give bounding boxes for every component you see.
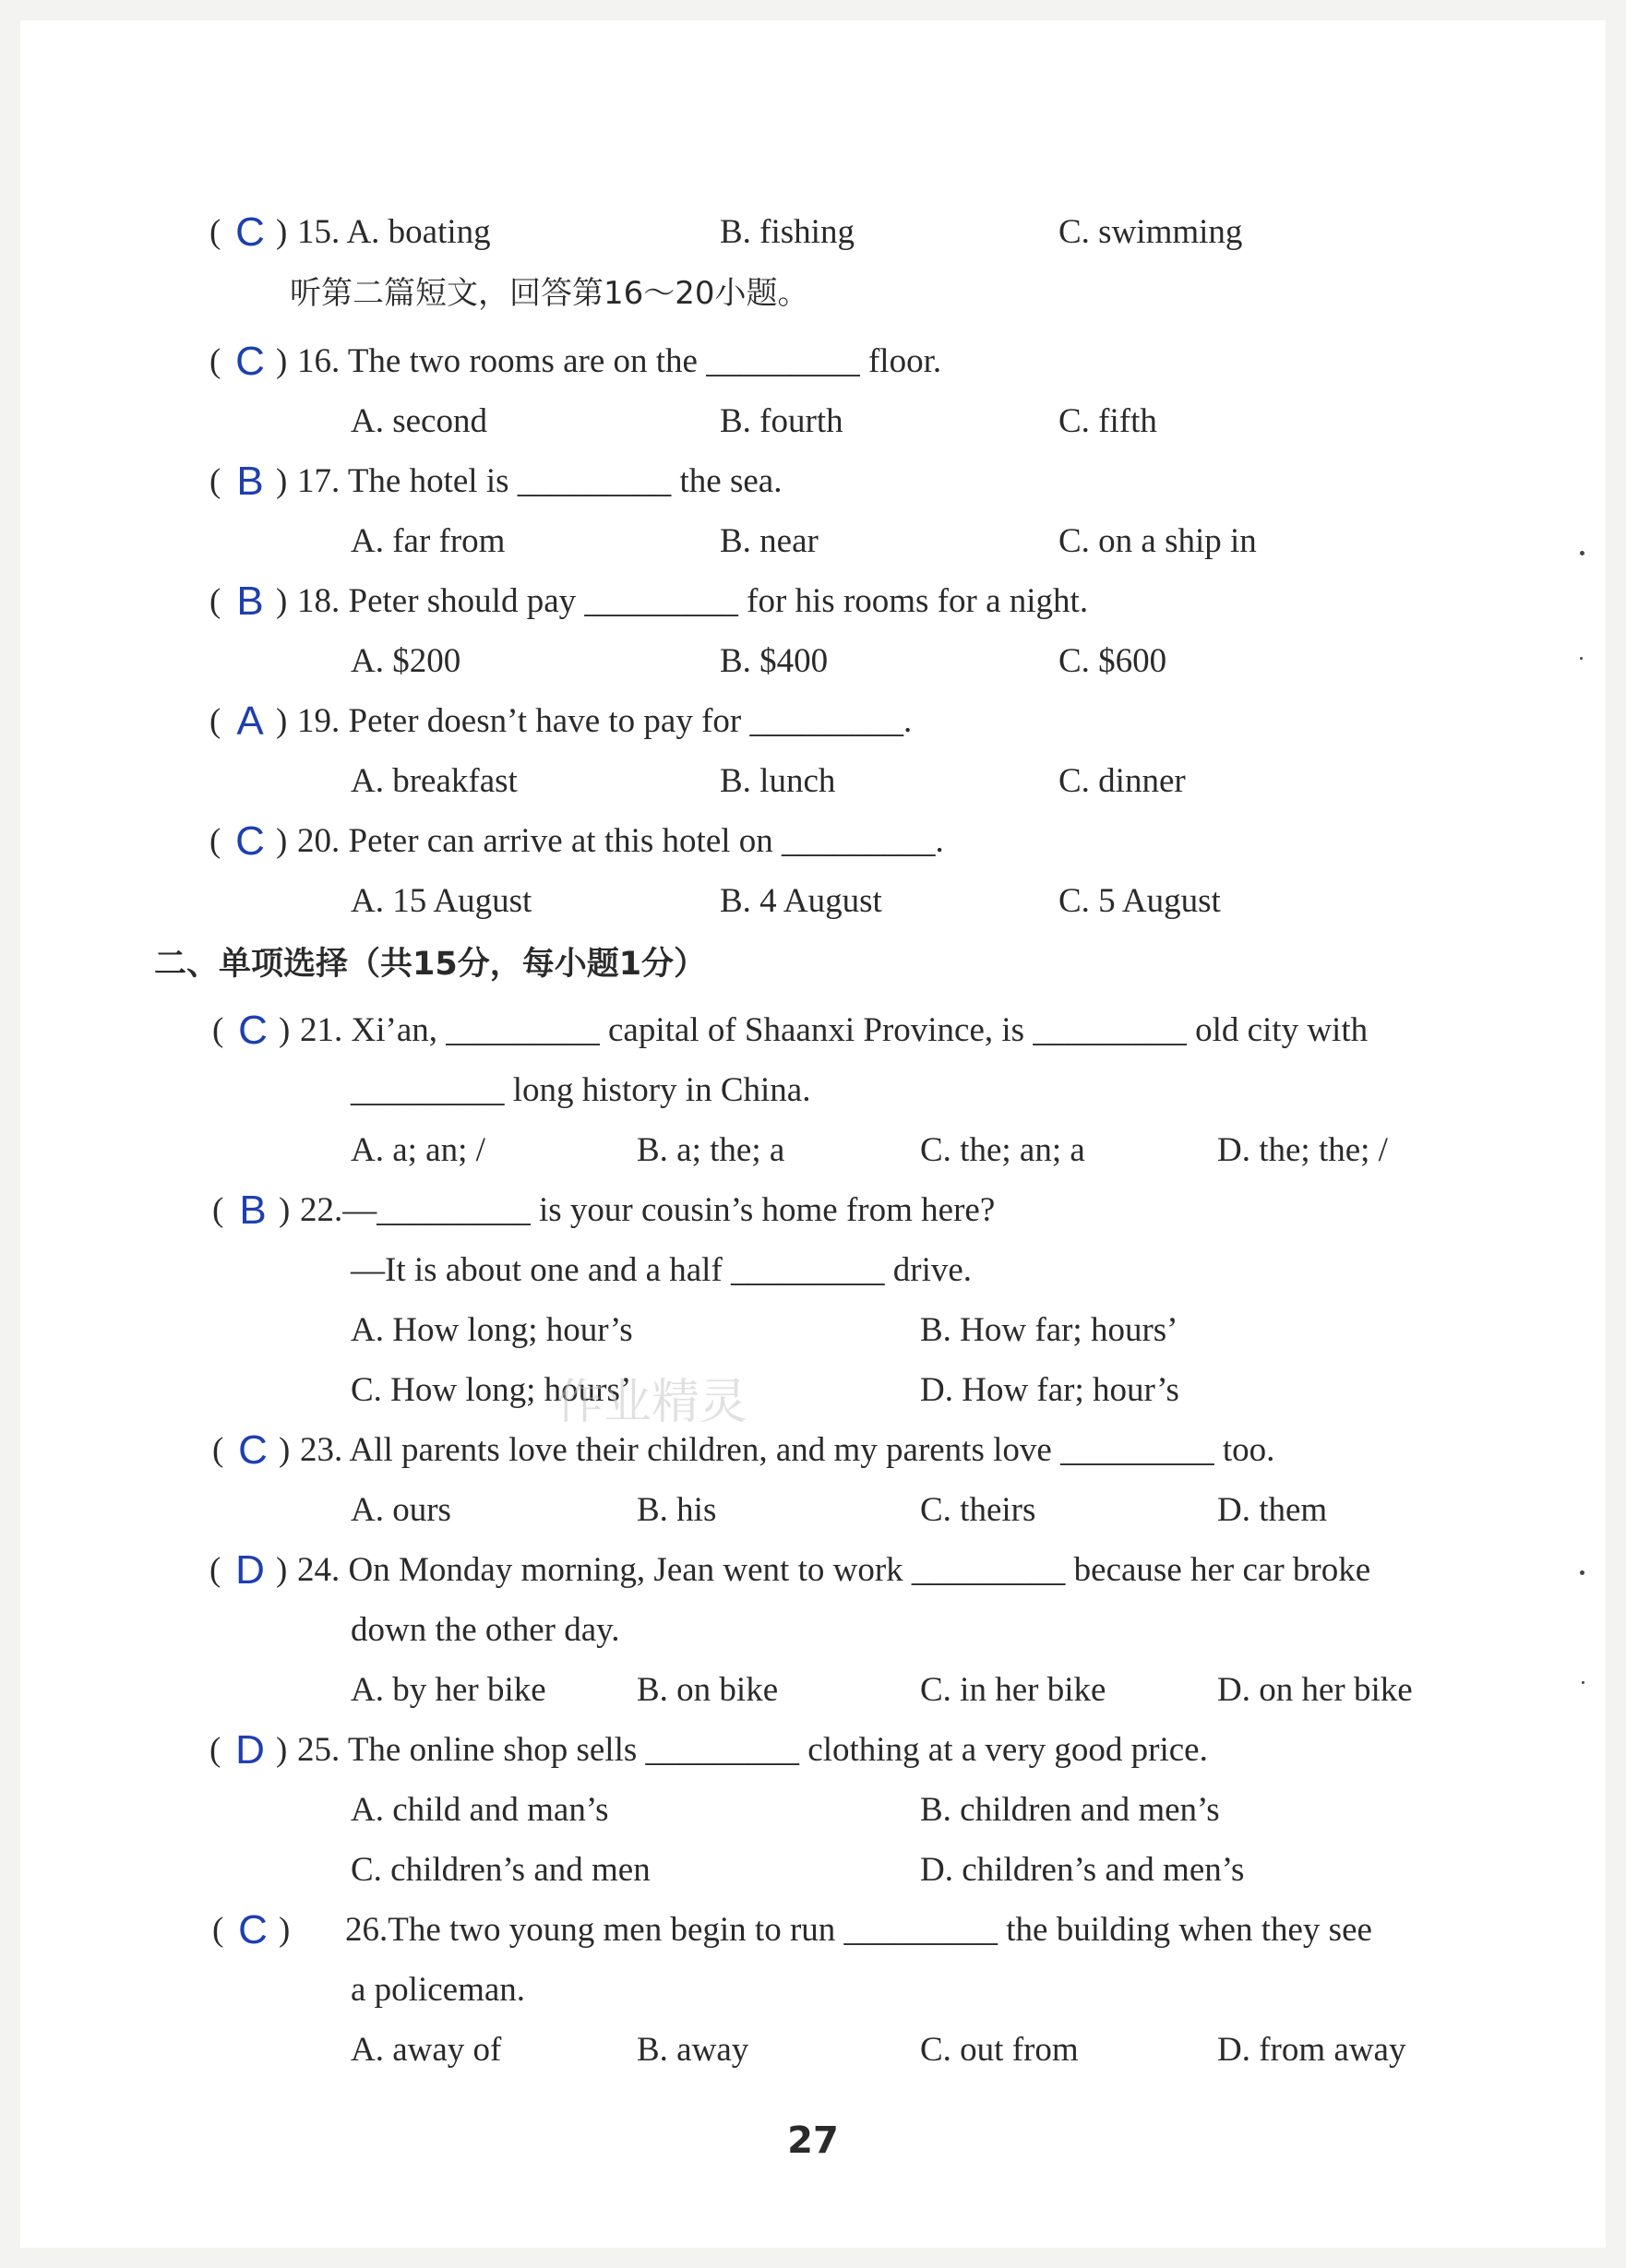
answer-15: C <box>235 209 265 255</box>
option-c: C. theirs <box>920 1491 1036 1529</box>
answer-20: C <box>235 818 265 864</box>
question-15-stem: 15. A. boating <box>297 213 491 251</box>
answer-25: D <box>235 1727 265 1773</box>
question-19-stem: 19. Peter doesn’t have to pay for _________. <box>297 702 913 740</box>
option-d: D. the; the; / <box>1217 1131 1388 1169</box>
option-c: C. $600 <box>1058 642 1167 680</box>
scan-speck <box>1580 1570 1584 1575</box>
option-c: C. in her bike <box>920 1671 1106 1709</box>
option-a: A. far from <box>351 522 506 560</box>
option-b: B. 4 August <box>720 882 882 920</box>
option-b: B. $400 <box>720 642 829 680</box>
answer-22: B <box>239 1188 267 1233</box>
option-b: B. near <box>720 522 819 560</box>
question-16-stem: 16. The two rooms are on the _________ floor. <box>297 342 942 380</box>
question-17-stem: 17. The hotel is _________ the sea. <box>297 462 783 500</box>
option-c: C. children’s and men <box>351 1851 651 1889</box>
question-23-stem: 23. All parents love their children, and my parents love _________ too. <box>300 1431 1275 1469</box>
question-21-stem: 21. Xi’an, _________ capital of Shaanxi Province, is _________ old city with <box>300 1011 1369 1049</box>
question-22-stem: 22.—_________ is your cousin’s home from here? <box>300 1191 996 1229</box>
question-24-continuation: down the other day. <box>351 1611 620 1649</box>
option-b: B. fourth <box>720 402 843 440</box>
question-18-stem: 18. Peter should pay _________ for his rooms for a night. <box>297 582 1089 620</box>
answer-26: C <box>238 1907 268 1952</box>
section-2-title: 二、单项选择（共15分，每小题1分） <box>154 946 707 983</box>
scan-speck <box>1580 551 1584 555</box>
question-22-response: —It is about one and a half _________ drive. <box>351 1251 973 1289</box>
question-21-continuation: _________ long history in China. <box>351 1071 811 1109</box>
option-b: B. on bike <box>637 1671 779 1709</box>
option-d: D. from away <box>1217 2031 1406 2069</box>
page: ( C ) 15. A. boating B. fishing C. swimming 听第二篇短文，回答第16～20小题。 ( C ) 16. The two rooms are on the _________ floor. A. second B. fourth C. fifth ( B ) 17. The hotel is _________ the sea. A. far from B. near C. on a ship in ( B ) 18. Peter should pay _________ for his rooms for a night. A. $200 B. $400 C. $600 ( A ) 19. Peter doesn’t have to pay for _________. A. breakfast B. lunch C. dinner ( C ) 20. Peter can arrive at this hotel on _________. A. 15 August B. 4 August C. 5 August 二、单项选择（共15分，每小题1分） ( C ) 21. Xi’an, _________ capital of Shaanxi Province, is _________ old city with _________ long history in China. A. a; an; / B. a; the; a C. the; an; a D. the; the; / ( B ) 22.—_________ is your cousin’s home from here? —It is about one and a half _________ drive. A. How long; hour’s B. How far; hours’ C. How long; hours’ D. How far; hour’s ( C ) 23. All parents love their children, and my parents love _________ too. A. ours B. his C. theirs D. them ( D ) 24. On Monday morning, Jean went to work _________ because her car broke down the other day. A. by her bike B. on bike C. in her bike D. on her bike ( D ) 25. The online shop sells _________ clothing at a very good price. A. child and man’s B. children and men’s C. children’s and men D. children’s and men’s ( C ) 26.The two young men begin to run _________ the building when they see a policeman. A. away of B. away C. out from D. from away 作业精灵 27 <box>20 20 1606 2248</box>
question-20-stem: 20. Peter can arrive at this hotel on _________. <box>297 822 944 860</box>
option-d: D. on her bike <box>1217 1671 1413 1709</box>
answer-18: B <box>236 579 264 624</box>
option-b: B. a; the; a <box>637 1131 785 1169</box>
option-c: C. dinner <box>1058 762 1186 800</box>
scan-speck <box>1580 657 1583 660</box>
option-c: C. out from <box>920 2031 1079 2069</box>
option-b: B. his <box>637 1491 717 1529</box>
option-c: C. on a ship in <box>1058 522 1257 560</box>
option-c: C. swimming <box>1058 213 1243 251</box>
answer-24: D <box>235 1547 265 1593</box>
question-25-stem: 25. The online shop sells _________ clothing at a very good price. <box>297 1731 1208 1769</box>
option-d: D. How far; hour’s <box>920 1371 1179 1409</box>
answer-23: C <box>238 1427 268 1473</box>
option-a: A. 15 August <box>351 882 532 920</box>
option-a: A. second <box>351 402 487 440</box>
option-b: B. children and men’s <box>920 1791 1220 1829</box>
option-c: C. the; an; a <box>920 1131 1085 1169</box>
option-a: A. by her bike <box>351 1671 546 1709</box>
question-26-continuation: a policeman. <box>351 1971 526 2009</box>
option-c: C. fifth <box>1058 402 1157 440</box>
option-c: C. 5 August <box>1058 882 1221 920</box>
option-b: B. fishing <box>720 213 855 251</box>
option-a: A. ours <box>351 1491 451 1529</box>
question-24-stem: 24. On Monday morning, Jean went to work _________ because her car broke <box>297 1551 1371 1589</box>
answer-19: A <box>236 698 264 744</box>
answer-17: B <box>236 459 264 504</box>
passage-2-instruction: 听第二篇短文，回答第16～20小题。 <box>290 275 809 312</box>
question-26-stem: 26.The two young men begin to run _________ the building when they see <box>345 1911 1372 1949</box>
option-b: B. away <box>637 2031 749 2069</box>
option-a: A. breakfast <box>351 762 518 800</box>
option-c: C. How long; hours’ <box>351 1371 632 1409</box>
option-a: A. How long; hour’s <box>351 1311 633 1349</box>
page-number: 27 <box>787 2119 839 2162</box>
option-a: A. child and man’s <box>351 1791 609 1829</box>
option-b: B. How far; hours’ <box>920 1311 1178 1349</box>
answer-16: C <box>235 339 265 384</box>
answer-21: C <box>238 1008 268 1053</box>
watermark: 作业精灵 <box>556 1375 748 1430</box>
option-a: A. a; an; / <box>351 1131 485 1169</box>
option-a: A. away of <box>351 2031 502 2069</box>
option-d: D. children’s and men’s <box>920 1851 1245 1889</box>
scan-speck <box>1582 1681 1584 1684</box>
option-a: A. $200 <box>351 642 461 680</box>
option-b: B. lunch <box>720 762 836 800</box>
option-d: D. them <box>1217 1491 1328 1529</box>
